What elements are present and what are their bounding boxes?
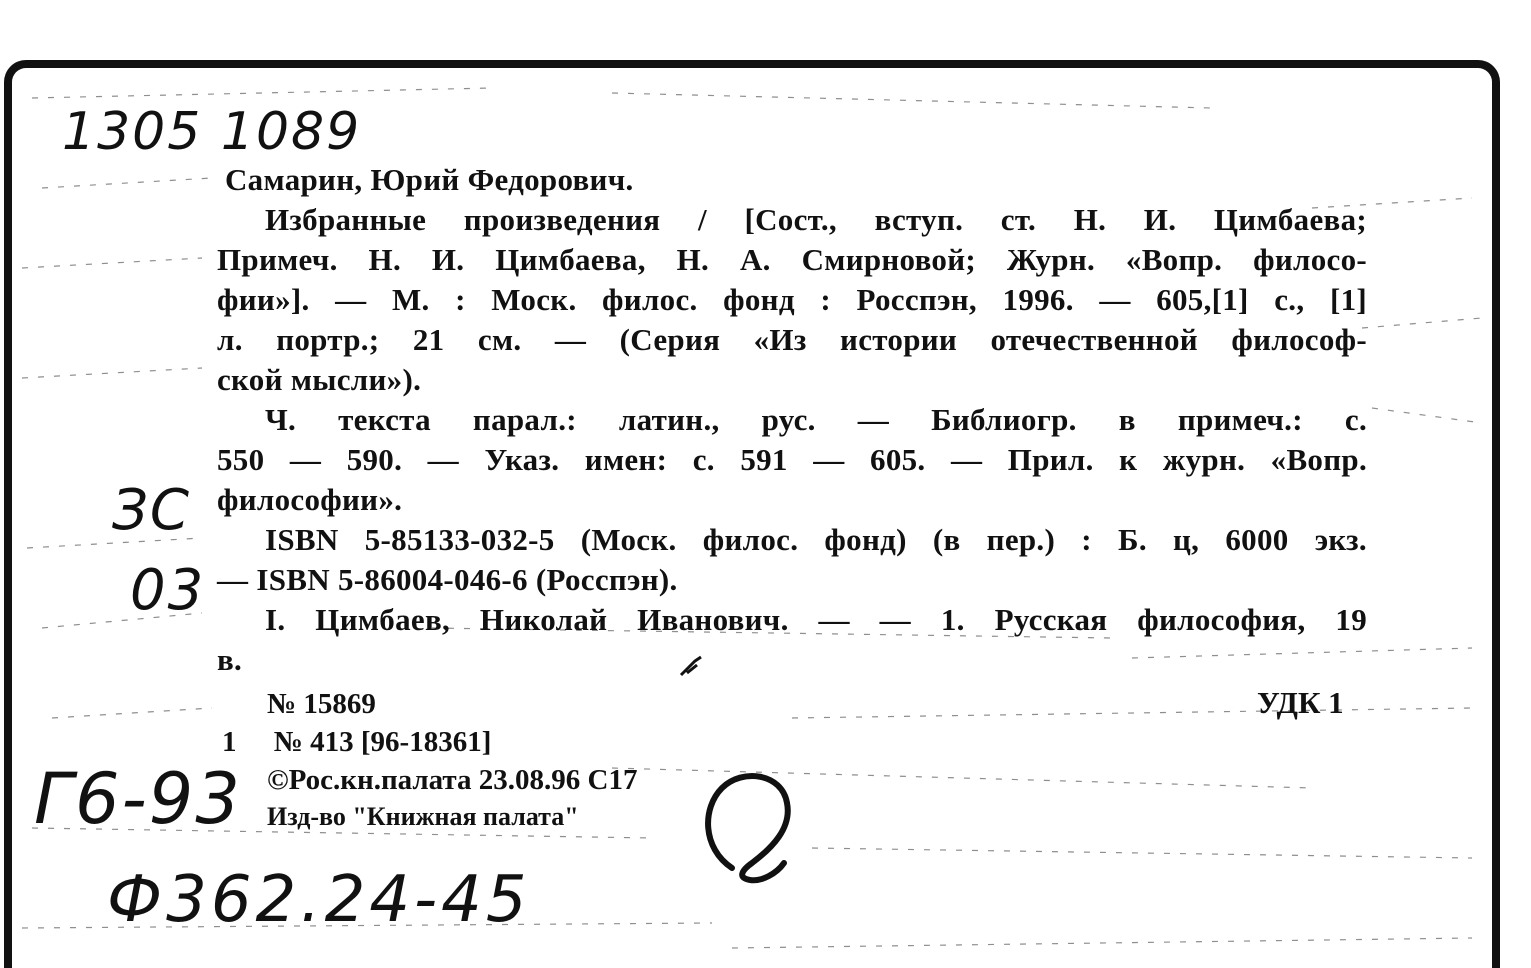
record-line: в. <box>217 642 243 677</box>
record-line: 550 — 590. — Указ. имен: с. 591 — 605. — Прил. к журн. «Вопр. <box>217 442 1367 477</box>
record-line: — ISBN 5-86004-046-6 (Росспэн). <box>217 562 678 597</box>
udk-code: УДК 1 <box>1257 685 1344 720</box>
record-line: Ч. текста парал.: латин., рус. — Библиогр. в примеч.: с. <box>265 402 1367 437</box>
catalog-card <box>4 60 1500 968</box>
handwritten-loop-mark <box>692 768 802 888</box>
record-line: л. портр.; 21 см. — (Серия «Из истории отечественной философ- <box>217 322 1367 357</box>
publisher-line: Изд-во "Книжная палата" <box>267 802 579 831</box>
record-author: Самарин, Юрий Федорович. <box>225 162 634 197</box>
handwritten-bottom-code: Ф362.24-45 <box>107 863 531 937</box>
record-line: фии»]. — М. : Моск. филос. фонд : Росспэн, 1996. — 605,[1] с., [1] <box>217 282 1367 317</box>
record-line: Избранные произведения / [Сост., вступ. ст. Н. И. Цимбаева; <box>265 202 1367 237</box>
record-line: ISBN 5-85133-032-5 (Моск. филос. фонд) (в пер.) : Б. ц, 6000 экз. <box>265 522 1367 557</box>
handwritten-left-code: Г6-93 <box>34 758 242 840</box>
record-line: философии». <box>217 482 403 517</box>
registration-number: № 15869 <box>267 688 376 720</box>
copyright-line: ©Рос.кн.палата 23.08.96 С17 <box>267 764 638 796</box>
pen-mark-icon <box>677 653 707 681</box>
handwritten-margin-code-2: 03 <box>130 558 206 623</box>
record-line: I. Цимбаев, Николай Иванович. — — 1. Русская философия, 19 <box>265 602 1367 637</box>
record-line: ской мысли»). <box>217 362 422 397</box>
handwritten-margin-code-1: ЗС <box>112 478 192 543</box>
card-number-value: № 413 [96-18361] <box>273 726 492 758</box>
card-number-prefix: 1 <box>222 726 237 758</box>
card-number <box>222 726 491 759</box>
handwritten-top-number: 1305 1089 <box>62 102 362 162</box>
record-line: Примеч. Н. И. Цимбаева, Н. А. Смирновой; Журн. «Вопр. филосо- <box>217 242 1367 277</box>
bibliographic-record <box>217 160 1367 680</box>
